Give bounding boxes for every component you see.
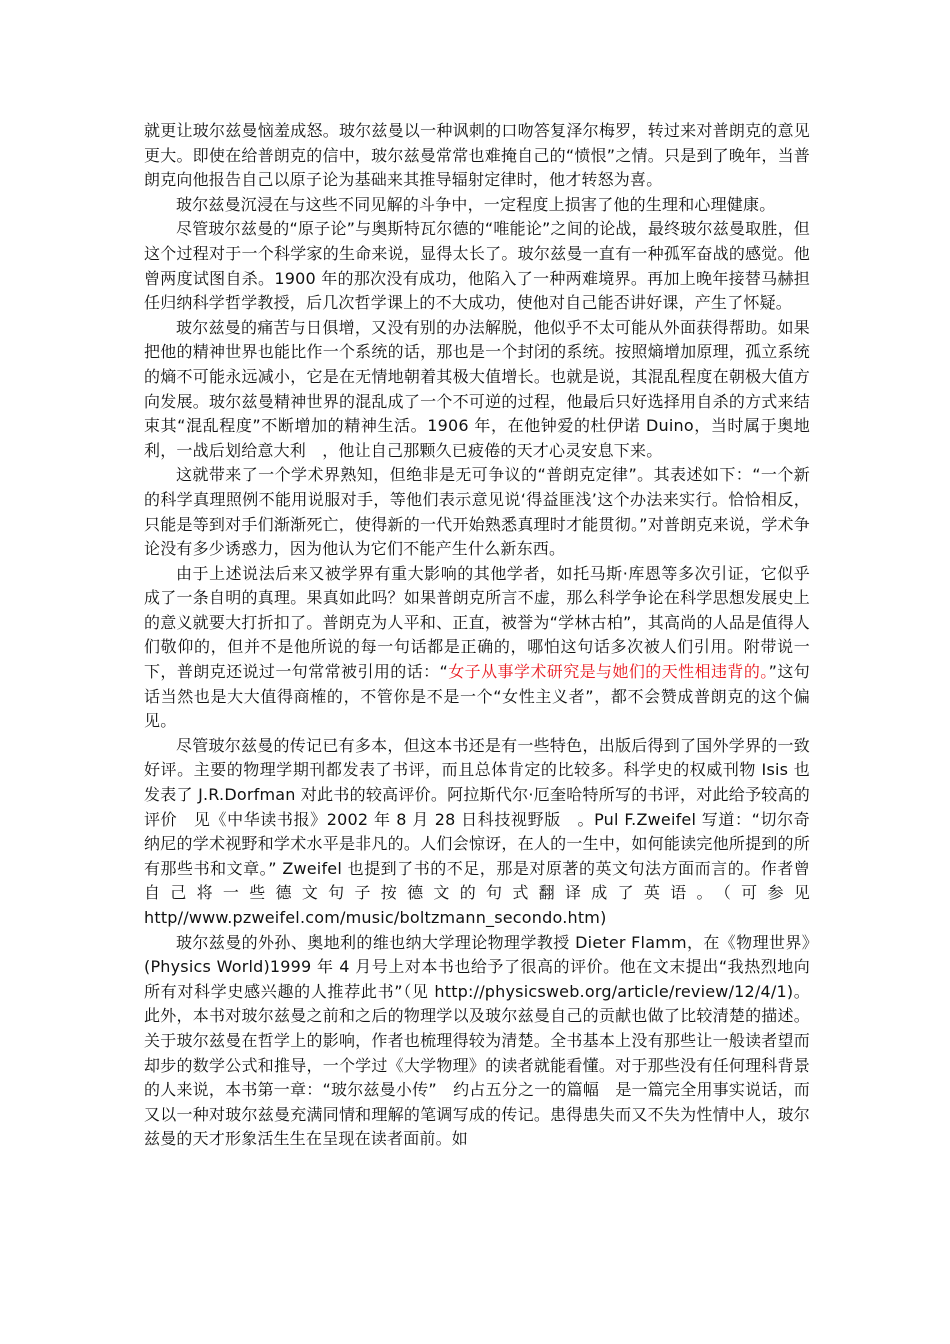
paragraph-text: 尽管玻尔兹曼的“原子论”与奥斯特瓦尔德的“唯能论”之间的论战，最终玻尔兹曼取胜，但这个过程对于一个科学家的生命来说，显得太长了。玻尔兹曼一直有一种孤军奋战的感觉。他曾两度试图自杀。1900 年的那次没有成功，他陷入了一种两难境界。再加上晚年接替马赫担任归纳科学哲学教授，后几次哲学课上的不大成功，使他对自己能否讲好课，产生了怀疑。: [144, 219, 810, 313]
document-body: [144, 119, 810, 1152]
paragraph-7: [144, 734, 810, 931]
paragraph-text: 玻尔兹曼的外孙、奥地利的维也纳大学理论物理学教授 Dieter Flamm，在《物理世界》(Physics World)1999 年 4 月号上对本书也给予了很高的评价。他在文末提出“我热烈地向所有对科学史感兴趣的人推荐此书”（见 http://physicsweb.org/article/review/12/4/1)。此外，本书对玻尔兹曼之前和之后的物理学以及玻尔兹曼自己的贡献也做了比较清楚的描述。关于玻尔兹曼在哲学上的影响，作者也梳理得较为清楚。全书基本上没有那些让一般读者望而却步的数学公式和推导，一个学过《大学物理》的读者就能看懂。对于那些没有任何理科背景的人来说，本书第一章：“玻尔兹曼小传” 约占五分之一的篇幅 是一篇完全用事实说话，而又以一种对玻尔兹曼充满同情和理解的笔调写成的传记。患得患失而又不失为性情中人，玻尔兹曼的天才形象活生生在呈现在读者面前。如: [144, 932, 810, 1149]
highlighted-quote: 女子从事学术研究是与她们的天性相违背的。: [448, 662, 769, 682]
paragraph-text: 这就带来了一个学术界熟知，但绝非是无可争议的“普朗克定律”。其表述如下：“一个新的科学真理照例不能用说服对手，等他们表示意见说‘得益匪浅’这个办法来实行。恰恰相反，只能是等到对手们渐渐死亡，使得新的一代开始熟悉真理时才能贯彻。”对普朗克来说，学术争论没有多少诱惑力，因为他认为它们不能产生什么新东西。: [144, 465, 810, 559]
paragraph-5: [144, 463, 810, 561]
paragraph-text: ”这句话当然也是大大值得商榷的，不管你是不是一个“女性主义者”，都不会赞成普朗克的这个偏见。: [144, 662, 811, 731]
paragraph-text: 玻尔兹曼沉浸在与这些不同见解的斗争中，一定程度上损害了他的生理和心理健康。: [176, 194, 776, 214]
paragraph-text: 玻尔兹曼的痛苦与日俱增，又没有别的办法解脱，他似乎不太可能从外面获得帮助。如果把他的精神世界也能比作一个系统的话，那也是一个封闭的系统。按照熵增加原理，孤立系统的熵不可能永远减小，它是在无情地朝着其极大值增长。也就是说，其混乱程度在朝极大值方向发展。玻尔兹曼精神世界的混乱成了一个不可逆的过程，他最后只好选择用自杀的方式来结束其“混乱程度”不断增加的精神生活。1906 年，在他钟爱的杜伊诺 Duino，当时属于奥地利，一战后划给意大利 ，他让自己那颗久已疲倦的天才心灵安息下来。: [144, 317, 810, 460]
paragraph-2: [144, 193, 810, 218]
paragraph-6: [144, 562, 810, 734]
paragraph-text: 尽管玻尔兹曼的传记已有多本，但这本书还是有一些特色，出版后得到了国外学界的一致好评。主要的物理学期刊都发表了书评，而且总体肯定的比较多。科学史的权威刊物 Isis 也发表了 J.R.Dorfman 对此书的较高评价。阿拉斯代尔·厄奎哈特所写的书评，对此给予较高的评价 见《中华读书报》2002 年 8 月 28 日科技视野版 。Pul F.Zweifel 写道：“切尔奇纳尼的学术视野和学术水平是非凡的。人们会惊讶，在人的一生中，如何能读完他所提到的所有那些书和文章。” Zweifel 也提到了书的不足，那是对原著的英文句法方面而言的。作者曾自己将一些德文句子按德文的句式翻译成了英语。（可参见 http//www.pzweifel.com/music/boltzmann_secondo.htm): [144, 735, 810, 927]
paragraph-1: [144, 119, 810, 193]
paragraph-text: 就更让玻尔兹曼恼羞成怒。玻尔兹曼以一种讽刺的口吻答复泽尔梅罗，转过来对普朗克的意见更大。即使在给普朗克的信中，玻尔兹曼常常也难掩自己的“愤恨”之情。只是到了晚年，当普朗克向他报告自己以原子论为基础来其推导辐射定律时，他才转怒为喜。: [144, 121, 810, 190]
paragraph-4: [144, 316, 810, 464]
paragraph-text: 由于上述说法后来又被学界有重大影响的其他学者，如托马斯·库恩等多次引证，它似乎成了一条自明的真理。果真如此吗？如果普朗克所言不虚，那么科学争论在科学思想发展史上的意义就要大打折扣了。普朗克为人平和、正直，被誉为“学林古柏”，其高尚的人品是值得人们敬仰的，但并不是他所说的每一句话都是正确的，哪怕这句话多次被人们引用。附带说一下，普朗克还说过一句常常被引用的话：“: [144, 563, 810, 682]
paragraph-8: [144, 931, 810, 1152]
paragraph-3: [144, 217, 810, 315]
